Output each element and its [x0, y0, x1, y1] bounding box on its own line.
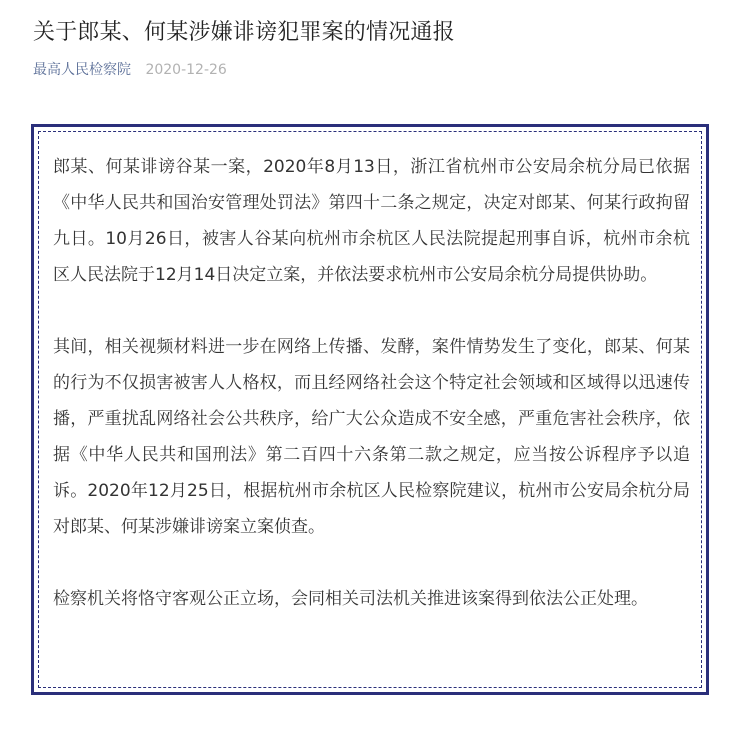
paragraph-1: 郎某、何某诽谤谷某一案，2020年8月13日，浙江省杭州市公安局余杭分局已依据《中华人民共和国治安管理处罚法》第四十二条之规定，决定对郎某、何某行政拘留九日。10月26日，被害人谷某向杭州市余杭区人民法院提起刑事自诉，杭州市余杭区人民法院于12月14日决定立案，并依法要求杭州市公安局余杭分局提供协助。: [53, 157, 690, 285]
article-title: 关于郎某、何某涉嫌诽谤犯罪案的情况通报: [33, 20, 455, 45]
content-frame: [31, 124, 709, 695]
article-meta: [33, 60, 227, 80]
content-body: [38, 131, 702, 688]
source-account-link[interactable]: 最高人民检察院: [33, 62, 131, 78]
paragraph-spacer: [53, 545, 690, 581]
paragraph-spacer: [53, 293, 690, 329]
paragraph-3: 检察机关将恪守客观公正立场，会同相关司法机关推进该案得到依法公正处理。: [53, 589, 648, 609]
paragraph-2: 其间，相关视频材料进一步在网络上传播、发酵，案件情势发生了变化，郎某、何某的行为不仅损害被害人人格权，而且经网络社会这个特定社会领域和区域得以迅速传播，严重扰乱网络社会公共秩序，给广大公众造成不安全感，严重危害社会秩序，依据《中华人民共和国刑法》第二百四十六条第二款之规定，应当按公诉程序予以追诉。2020年12月25日，根据杭州市余杭区人民检察院建议，杭州市公安局余杭分局对郎某、何某涉嫌诽谤案立案侦查。: [53, 337, 690, 537]
publish-date: 2020-12-26: [145, 62, 227, 78]
